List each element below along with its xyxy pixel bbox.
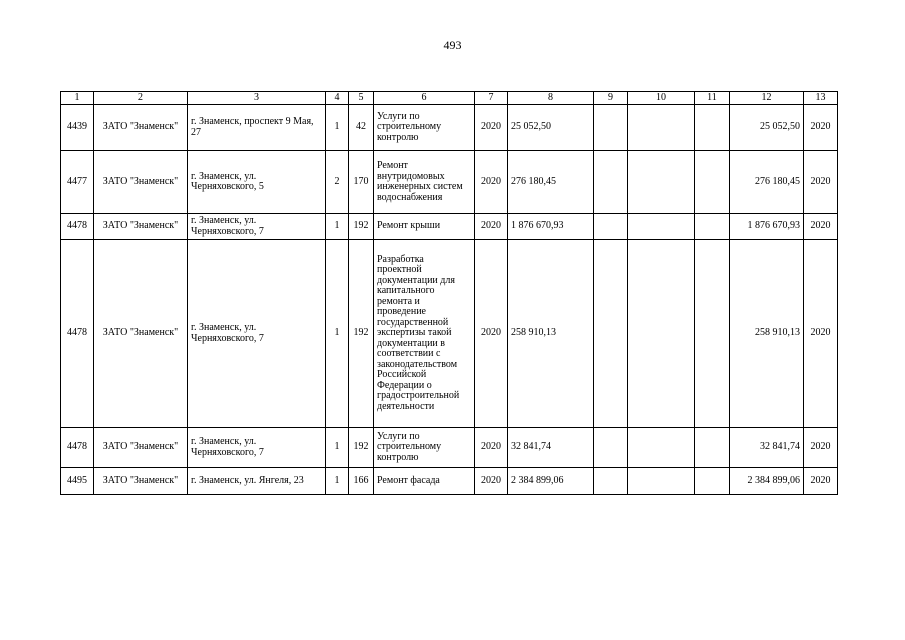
end-year-cell: 2020 (804, 240, 838, 428)
row-number: 4439 (61, 105, 94, 151)
col10-cell (628, 214, 695, 240)
address-cell: г. Знаменск, ул. Черняховского, 5 (188, 151, 326, 214)
col11-cell (695, 240, 730, 428)
col5-cell: 42 (349, 105, 374, 151)
year-cell: 2020 (475, 105, 508, 151)
cost-cell: 1 876 670,93 (508, 214, 594, 240)
column-header: 11 (695, 92, 730, 105)
column-header: 2 (94, 92, 188, 105)
page-number: 493 (443, 38, 462, 52)
column-header: 6 (374, 92, 475, 105)
work-type-cell: Услуги по строительному контролю (374, 105, 475, 151)
total-cell: 32 841,74 (730, 428, 804, 468)
row-number: 4478 (61, 214, 94, 240)
cost-cell: 25 052,50 (508, 105, 594, 151)
column-header: 12 (730, 92, 804, 105)
municipality-cell: ЗАТО "Знаменск" (94, 151, 188, 214)
col4-cell: 1 (326, 240, 349, 428)
col11-cell (695, 105, 730, 151)
year-cell: 2020 (475, 151, 508, 214)
end-year-cell: 2020 (804, 214, 838, 240)
col11-cell (695, 428, 730, 468)
column-header: 9 (594, 92, 628, 105)
column-header: 4 (326, 92, 349, 105)
total-cell: 1 876 670,93 (730, 214, 804, 240)
header-row (61, 92, 838, 105)
end-year-cell: 2020 (804, 428, 838, 468)
address-cell: г. Знаменск, ул. Черняховского, 7 (188, 214, 326, 240)
col10-cell (628, 468, 695, 495)
col9-cell (594, 428, 628, 468)
col4-cell: 1 (326, 468, 349, 495)
end-year-cell: 2020 (804, 105, 838, 151)
col10-cell (628, 428, 695, 468)
work-type-cell: Ремонт фасада (374, 468, 475, 495)
col4-cell: 1 (326, 428, 349, 468)
col5-cell: 192 (349, 214, 374, 240)
row-number: 4478 (61, 428, 94, 468)
col4-cell: 1 (326, 105, 349, 151)
col5-cell: 166 (349, 468, 374, 495)
column-header: 3 (188, 92, 326, 105)
col9-cell (594, 240, 628, 428)
column-header: 5 (349, 92, 374, 105)
end-year-cell: 2020 (804, 468, 838, 495)
data-table (60, 91, 838, 495)
total-cell: 25 052,50 (730, 105, 804, 151)
col9-cell (594, 151, 628, 214)
municipality-cell: ЗАТО "Знаменск" (94, 240, 188, 428)
cost-cell: 258 910,13 (508, 240, 594, 428)
col5-cell: 192 (349, 240, 374, 428)
col4-cell: 2 (326, 151, 349, 214)
column-header: 13 (804, 92, 838, 105)
col9-cell (594, 214, 628, 240)
address-cell: г. Знаменск, проспект 9 Мая, 27 (188, 105, 326, 151)
municipality-cell: ЗАТО "Знаменск" (94, 214, 188, 240)
table-row (61, 151, 838, 214)
total-cell: 276 180,45 (730, 151, 804, 214)
work-type-cell: Ремонт внутридомовых инженерных систем водоснабжения (374, 151, 475, 214)
column-header: 10 (628, 92, 695, 105)
column-header: 8 (508, 92, 594, 105)
col10-cell (628, 105, 695, 151)
year-cell: 2020 (475, 468, 508, 495)
table-row (61, 468, 838, 495)
col11-cell (695, 151, 730, 214)
municipality-cell: ЗАТО "Знаменск" (94, 428, 188, 468)
col10-cell (628, 151, 695, 214)
col9-cell (594, 105, 628, 151)
cost-cell: 32 841,74 (508, 428, 594, 468)
address-cell: г. Знаменск, ул. Черняховского, 7 (188, 428, 326, 468)
work-type-cell: Разработка проектной документации для капитального ремонта и проведение государственной экспертизы такой документации в соответствии с законодательством Российской Федерации о градостроительной деятельности (374, 240, 475, 428)
total-cell: 2 384 899,06 (730, 468, 804, 495)
table-row (61, 428, 838, 468)
column-header: 7 (475, 92, 508, 105)
col5-cell: 170 (349, 151, 374, 214)
cost-cell: 276 180,45 (508, 151, 594, 214)
year-cell: 2020 (475, 214, 508, 240)
total-cell: 258 910,13 (730, 240, 804, 428)
table-row (61, 214, 838, 240)
municipality-cell: ЗАТО "Знаменск" (94, 468, 188, 495)
work-type-cell: Услуги по строительному контролю (374, 428, 475, 468)
cost-cell: 2 384 899,06 (508, 468, 594, 495)
work-type-cell: Ремонт крыши (374, 214, 475, 240)
row-number: 4478 (61, 240, 94, 428)
col11-cell (695, 468, 730, 495)
row-number: 4495 (61, 468, 94, 495)
year-cell: 2020 (475, 240, 508, 428)
col10-cell (628, 240, 695, 428)
table-row (61, 105, 838, 151)
row-number: 4477 (61, 151, 94, 214)
col4-cell: 1 (326, 214, 349, 240)
year-cell: 2020 (475, 428, 508, 468)
table-row (61, 240, 838, 428)
address-cell: г. Знаменск, ул. Янгеля, 23 (188, 468, 326, 495)
address-cell: г. Знаменск, ул. Черняховского, 7 (188, 240, 326, 428)
col9-cell (594, 468, 628, 495)
municipality-cell: ЗАТО "Знаменск" (94, 105, 188, 151)
col5-cell: 192 (349, 428, 374, 468)
end-year-cell: 2020 (804, 151, 838, 214)
col11-cell (695, 214, 730, 240)
column-header: 1 (61, 92, 94, 105)
